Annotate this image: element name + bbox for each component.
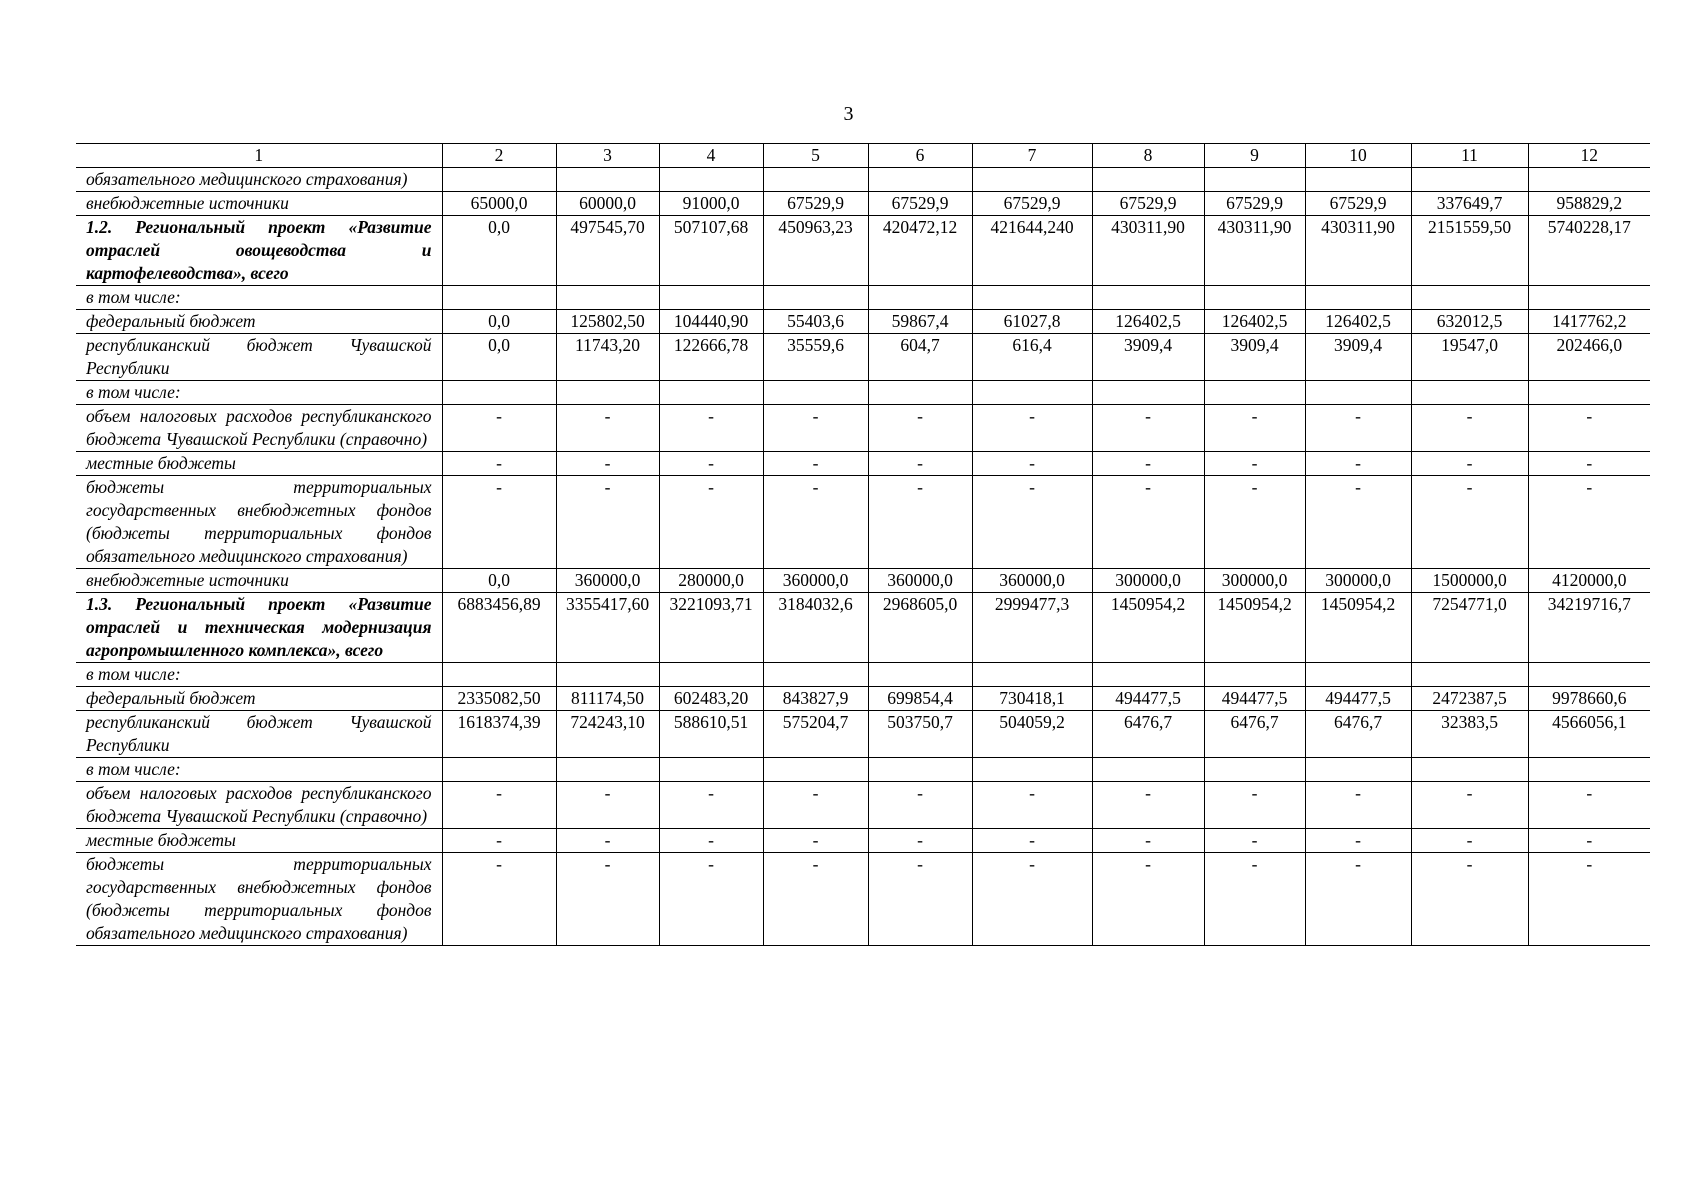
budget-table	[76, 143, 1650, 946]
table-cell: 730418,1	[972, 687, 1092, 711]
table-cell	[659, 381, 763, 405]
table-cell: 67529,9	[1204, 192, 1305, 216]
table-cell	[972, 758, 1092, 782]
table-cell: 4120000,0	[1528, 569, 1650, 593]
table-cell: 724243,10	[556, 711, 659, 758]
table-cell: 0,0	[442, 310, 556, 334]
table-cell	[763, 758, 868, 782]
table-cell: 2968605,0	[868, 593, 972, 663]
column-header-6: 6	[868, 144, 972, 168]
row-label: республиканский бюджет Чувашской Республики	[76, 334, 442, 381]
table-row	[76, 593, 1650, 663]
row-label: федеральный бюджет	[76, 310, 442, 334]
table-cell: -	[1092, 782, 1204, 829]
table-cell: 3909,4	[1305, 334, 1411, 381]
table-cell	[556, 381, 659, 405]
table-cell: -	[556, 476, 659, 569]
table-row	[76, 758, 1650, 782]
table-cell	[1204, 168, 1305, 192]
table-cell: 34219716,7	[1528, 593, 1650, 663]
table-row	[76, 310, 1650, 334]
table-cell: -	[1092, 829, 1204, 853]
page-number: 3	[843, 103, 854, 125]
column-header-7: 7	[972, 144, 1092, 168]
column-header-1: 1	[76, 144, 442, 168]
table-cell: 280000,0	[659, 569, 763, 593]
row-label: внебюджетные источники	[76, 192, 442, 216]
table-cell: 811174,50	[556, 687, 659, 711]
column-header-5: 5	[763, 144, 868, 168]
table-cell	[868, 663, 972, 687]
table-cell: 504059,2	[972, 711, 1092, 758]
table-cell: -	[1528, 829, 1650, 853]
table-cell	[763, 381, 868, 405]
table-cell: -	[442, 452, 556, 476]
table-cell: -	[556, 782, 659, 829]
table-cell	[763, 168, 868, 192]
table-cell: 6476,7	[1305, 711, 1411, 758]
table-cell	[972, 381, 1092, 405]
table-cell: -	[1092, 476, 1204, 569]
table-cell: 360000,0	[868, 569, 972, 593]
table-cell: -	[1411, 476, 1528, 569]
table-cell: 0,0	[442, 216, 556, 286]
table-cell: 2999477,3	[972, 593, 1092, 663]
table-cell	[1092, 381, 1204, 405]
table-cell: 420472,12	[868, 216, 972, 286]
table-cell: 35559,6	[763, 334, 868, 381]
table-cell: 602483,20	[659, 687, 763, 711]
table-cell: -	[1411, 782, 1528, 829]
table-cell: 494477,5	[1305, 687, 1411, 711]
table-cell: -	[868, 452, 972, 476]
table-row	[76, 192, 1650, 216]
table-cell: 126402,5	[1305, 310, 1411, 334]
table-cell: 3221093,71	[659, 593, 763, 663]
table-cell	[1092, 663, 1204, 687]
table-cell: 632012,5	[1411, 310, 1528, 334]
table-cell: 19547,0	[1411, 334, 1528, 381]
column-header-2: 2	[442, 144, 556, 168]
table-cell: 65000,0	[442, 192, 556, 216]
table-cell	[1305, 758, 1411, 782]
table-cell	[442, 286, 556, 310]
table-cell: 300000,0	[1204, 569, 1305, 593]
table-cell: -	[1204, 829, 1305, 853]
table-cell	[1305, 663, 1411, 687]
table-cell: 11743,20	[556, 334, 659, 381]
table-cell	[1204, 758, 1305, 782]
row-label: бюджеты территориальных государственных внебюджетных фондов (бюджеты территориальных фондов обязательного медицинского страхования)	[76, 476, 442, 569]
table-row	[76, 476, 1650, 569]
table-cell: 7254771,0	[1411, 593, 1528, 663]
table-cell	[1528, 663, 1650, 687]
table-cell: -	[556, 452, 659, 476]
table-cell: 300000,0	[1092, 569, 1204, 593]
table-cell	[556, 663, 659, 687]
table-cell: -	[556, 853, 659, 946]
table-cell	[1092, 286, 1204, 310]
row-label: бюджеты территориальных государственных внебюджетных фондов (бюджеты территориальных фондов обязательного медицинского страхования)	[76, 853, 442, 946]
table-cell: 1450954,2	[1092, 593, 1204, 663]
table-cell	[1528, 381, 1650, 405]
table-cell: 450963,23	[763, 216, 868, 286]
table-cell	[1528, 168, 1650, 192]
table-cell: -	[763, 452, 868, 476]
table-cell: 3355417,60	[556, 593, 659, 663]
table-cell: 300000,0	[1305, 569, 1411, 593]
table-cell: 503750,7	[868, 711, 972, 758]
table-cell: -	[1305, 452, 1411, 476]
table-cell: -	[1528, 782, 1650, 829]
row-label: в том числе:	[76, 286, 442, 310]
table-cell: -	[442, 476, 556, 569]
table-cell: 430311,90	[1092, 216, 1204, 286]
table-cell: -	[763, 405, 868, 452]
table-cell	[868, 758, 972, 782]
table-cell: 122666,78	[659, 334, 763, 381]
table-cell: 616,4	[972, 334, 1092, 381]
table-cell: -	[1528, 476, 1650, 569]
table-cell: 9978660,6	[1528, 687, 1650, 711]
table-cell: -	[763, 829, 868, 853]
table-cell: 104440,90	[659, 310, 763, 334]
table-cell: -	[556, 829, 659, 853]
table-cell	[659, 286, 763, 310]
table-row	[76, 782, 1650, 829]
table-row	[76, 286, 1650, 310]
table-cell: 4566056,1	[1528, 711, 1650, 758]
column-header-11: 11	[1411, 144, 1528, 168]
table-cell: 3909,4	[1092, 334, 1204, 381]
table-cell: -	[1305, 476, 1411, 569]
table-cell: 125802,50	[556, 310, 659, 334]
row-label: 1.2. Региональный проект «Развитие отраслей овощеводства и картофелеводства», всего	[76, 216, 442, 286]
row-label: объем налоговых расходов республиканского бюджета Чувашской Республики (справочно)	[76, 405, 442, 452]
table-cell: -	[1204, 782, 1305, 829]
table-header-row	[76, 144, 1650, 168]
table-cell: -	[442, 829, 556, 853]
table-cell	[1305, 381, 1411, 405]
table-cell: -	[1528, 853, 1650, 946]
table-cell: 421644,240	[972, 216, 1092, 286]
table-cell: -	[868, 405, 972, 452]
table-cell: 5740228,17	[1528, 216, 1650, 286]
table-cell: -	[1204, 452, 1305, 476]
column-header-12: 12	[1528, 144, 1650, 168]
row-label: объем налоговых расходов республиканского бюджета Чувашской Республики (справочно)	[76, 782, 442, 829]
table-row	[76, 381, 1650, 405]
table-cell: 0,0	[442, 569, 556, 593]
table-cell: -	[1204, 476, 1305, 569]
table-cell	[442, 381, 556, 405]
table-cell: -	[1411, 853, 1528, 946]
table-cell: -	[763, 853, 868, 946]
table-cell: 60000,0	[556, 192, 659, 216]
table-row	[76, 168, 1650, 192]
column-header-8: 8	[1092, 144, 1204, 168]
row-label: 1.3. Региональный проект «Развитие отраслей и техническая модернизация агропромышленного комплекса», всего	[76, 593, 442, 663]
table-cell: -	[972, 853, 1092, 946]
row-label: в том числе:	[76, 663, 442, 687]
table-cell	[1204, 381, 1305, 405]
table-cell: 494477,5	[1204, 687, 1305, 711]
table-cell: -	[659, 853, 763, 946]
table-cell: -	[442, 405, 556, 452]
table-cell: -	[868, 782, 972, 829]
table-cell: -	[659, 476, 763, 569]
table-cell	[1411, 663, 1528, 687]
table-cell: 0,0	[442, 334, 556, 381]
table-cell: 1450954,2	[1204, 593, 1305, 663]
table-cell: -	[1411, 405, 1528, 452]
row-label: федеральный бюджет	[76, 687, 442, 711]
table-cell: 588610,51	[659, 711, 763, 758]
table-cell: -	[1204, 405, 1305, 452]
table-row	[76, 687, 1650, 711]
table-row	[76, 569, 1650, 593]
table-cell: 494477,5	[1092, 687, 1204, 711]
table-cell: -	[972, 782, 1092, 829]
table-cell	[556, 168, 659, 192]
table-cell: 360000,0	[972, 569, 1092, 593]
column-header-3: 3	[556, 144, 659, 168]
table-cell	[868, 381, 972, 405]
table-cell	[972, 168, 1092, 192]
table-cell	[1528, 286, 1650, 310]
table-row	[76, 711, 1650, 758]
table-cell: -	[442, 853, 556, 946]
table-cell: 67529,9	[972, 192, 1092, 216]
table-cell: -	[763, 782, 868, 829]
table-cell	[659, 663, 763, 687]
table-cell: 430311,90	[1204, 216, 1305, 286]
table-cell: 1500000,0	[1411, 569, 1528, 593]
table-cell	[1204, 663, 1305, 687]
table-cell: 61027,8	[972, 310, 1092, 334]
table-cell	[1092, 758, 1204, 782]
table-cell	[1411, 758, 1528, 782]
table-cell: 575204,7	[763, 711, 868, 758]
column-header-9: 9	[1204, 144, 1305, 168]
table-cell: 2151559,50	[1411, 216, 1528, 286]
table-cell: 604,7	[868, 334, 972, 381]
table-cell	[659, 758, 763, 782]
table-cell: 843827,9	[763, 687, 868, 711]
table-cell: -	[972, 405, 1092, 452]
table-cell: 1450954,2	[1305, 593, 1411, 663]
table-row	[76, 405, 1650, 452]
table-cell: 67529,9	[868, 192, 972, 216]
table-cell	[442, 663, 556, 687]
table-cell: -	[763, 476, 868, 569]
table-cell: 6883456,89	[442, 593, 556, 663]
table-cell: -	[556, 405, 659, 452]
table-cell	[442, 168, 556, 192]
table-cell: -	[1528, 452, 1650, 476]
table-cell	[868, 168, 972, 192]
table-cell	[1411, 168, 1528, 192]
table-cell: -	[659, 782, 763, 829]
table-cell: 3909,4	[1204, 334, 1305, 381]
table-cell: 1417762,2	[1528, 310, 1650, 334]
table-cell	[1411, 381, 1528, 405]
table-cell: 958829,2	[1528, 192, 1650, 216]
table-cell	[1528, 758, 1650, 782]
table-cell: 507107,68	[659, 216, 763, 286]
table-cell: -	[659, 452, 763, 476]
table-cell: 699854,4	[868, 687, 972, 711]
table-cell: -	[1411, 452, 1528, 476]
table-cell: -	[972, 829, 1092, 853]
table-cell: -	[868, 476, 972, 569]
table-cell: -	[972, 452, 1092, 476]
table-row	[76, 216, 1650, 286]
table-row	[76, 853, 1650, 946]
table-cell: 6476,7	[1092, 711, 1204, 758]
table-cell: 337649,7	[1411, 192, 1528, 216]
table-cell: 3184032,6	[763, 593, 868, 663]
table-row	[76, 663, 1650, 687]
table-cell	[1204, 286, 1305, 310]
table-cell: 360000,0	[763, 569, 868, 593]
table-cell: -	[1411, 829, 1528, 853]
row-label: республиканский бюджет Чувашской Республики	[76, 711, 442, 758]
table-cell: -	[868, 829, 972, 853]
table-cell: -	[868, 853, 972, 946]
table-cell: 497545,70	[556, 216, 659, 286]
table-cell: 6476,7	[1204, 711, 1305, 758]
table-cell	[972, 663, 1092, 687]
table-cell: -	[1092, 853, 1204, 946]
table-cell: 126402,5	[1204, 310, 1305, 334]
table-cell	[442, 758, 556, 782]
table-cell	[1305, 168, 1411, 192]
table-cell: 2335082,50	[442, 687, 556, 711]
table-cell	[972, 286, 1092, 310]
table-cell: -	[1092, 405, 1204, 452]
row-label: внебюджетные источники	[76, 569, 442, 593]
table-cell: 360000,0	[556, 569, 659, 593]
table-cell: -	[1305, 853, 1411, 946]
table-cell: 59867,4	[868, 310, 972, 334]
table-cell	[763, 663, 868, 687]
table-cell: -	[659, 829, 763, 853]
table-cell: 91000,0	[659, 192, 763, 216]
table-cell: -	[1305, 405, 1411, 452]
table-cell: -	[659, 405, 763, 452]
column-header-4: 4	[659, 144, 763, 168]
table-cell: -	[1092, 452, 1204, 476]
table-cell: 430311,90	[1305, 216, 1411, 286]
table-cell	[1411, 286, 1528, 310]
table-cell: 55403,6	[763, 310, 868, 334]
table-cell	[556, 758, 659, 782]
table-cell: -	[1305, 829, 1411, 853]
table-cell: 67529,9	[1092, 192, 1204, 216]
table-row	[76, 452, 1650, 476]
table-cell	[1092, 168, 1204, 192]
table-cell: 126402,5	[1092, 310, 1204, 334]
table-row	[76, 334, 1650, 381]
row-label: местные бюджеты	[76, 829, 442, 853]
table-cell: 32383,5	[1411, 711, 1528, 758]
table-cell: 1618374,39	[442, 711, 556, 758]
table-cell: 67529,9	[1305, 192, 1411, 216]
table-cell: -	[1305, 782, 1411, 829]
table-cell: -	[972, 476, 1092, 569]
row-label: в том числе:	[76, 758, 442, 782]
table-cell	[659, 168, 763, 192]
table-cell: 202466,0	[1528, 334, 1650, 381]
column-header-10: 10	[1305, 144, 1411, 168]
table-cell	[868, 286, 972, 310]
table-cell	[763, 286, 868, 310]
table-row	[76, 829, 1650, 853]
table-cell: 67529,9	[763, 192, 868, 216]
table-cell: -	[1528, 405, 1650, 452]
table-cell	[1305, 286, 1411, 310]
row-label: в том числе:	[76, 381, 442, 405]
table-cell: -	[442, 782, 556, 829]
row-label: обязательного медицинского страхования)	[76, 168, 442, 192]
table-cell: -	[1204, 853, 1305, 946]
table-cell	[556, 286, 659, 310]
table-cell: 2472387,5	[1411, 687, 1528, 711]
row-label: местные бюджеты	[76, 452, 442, 476]
